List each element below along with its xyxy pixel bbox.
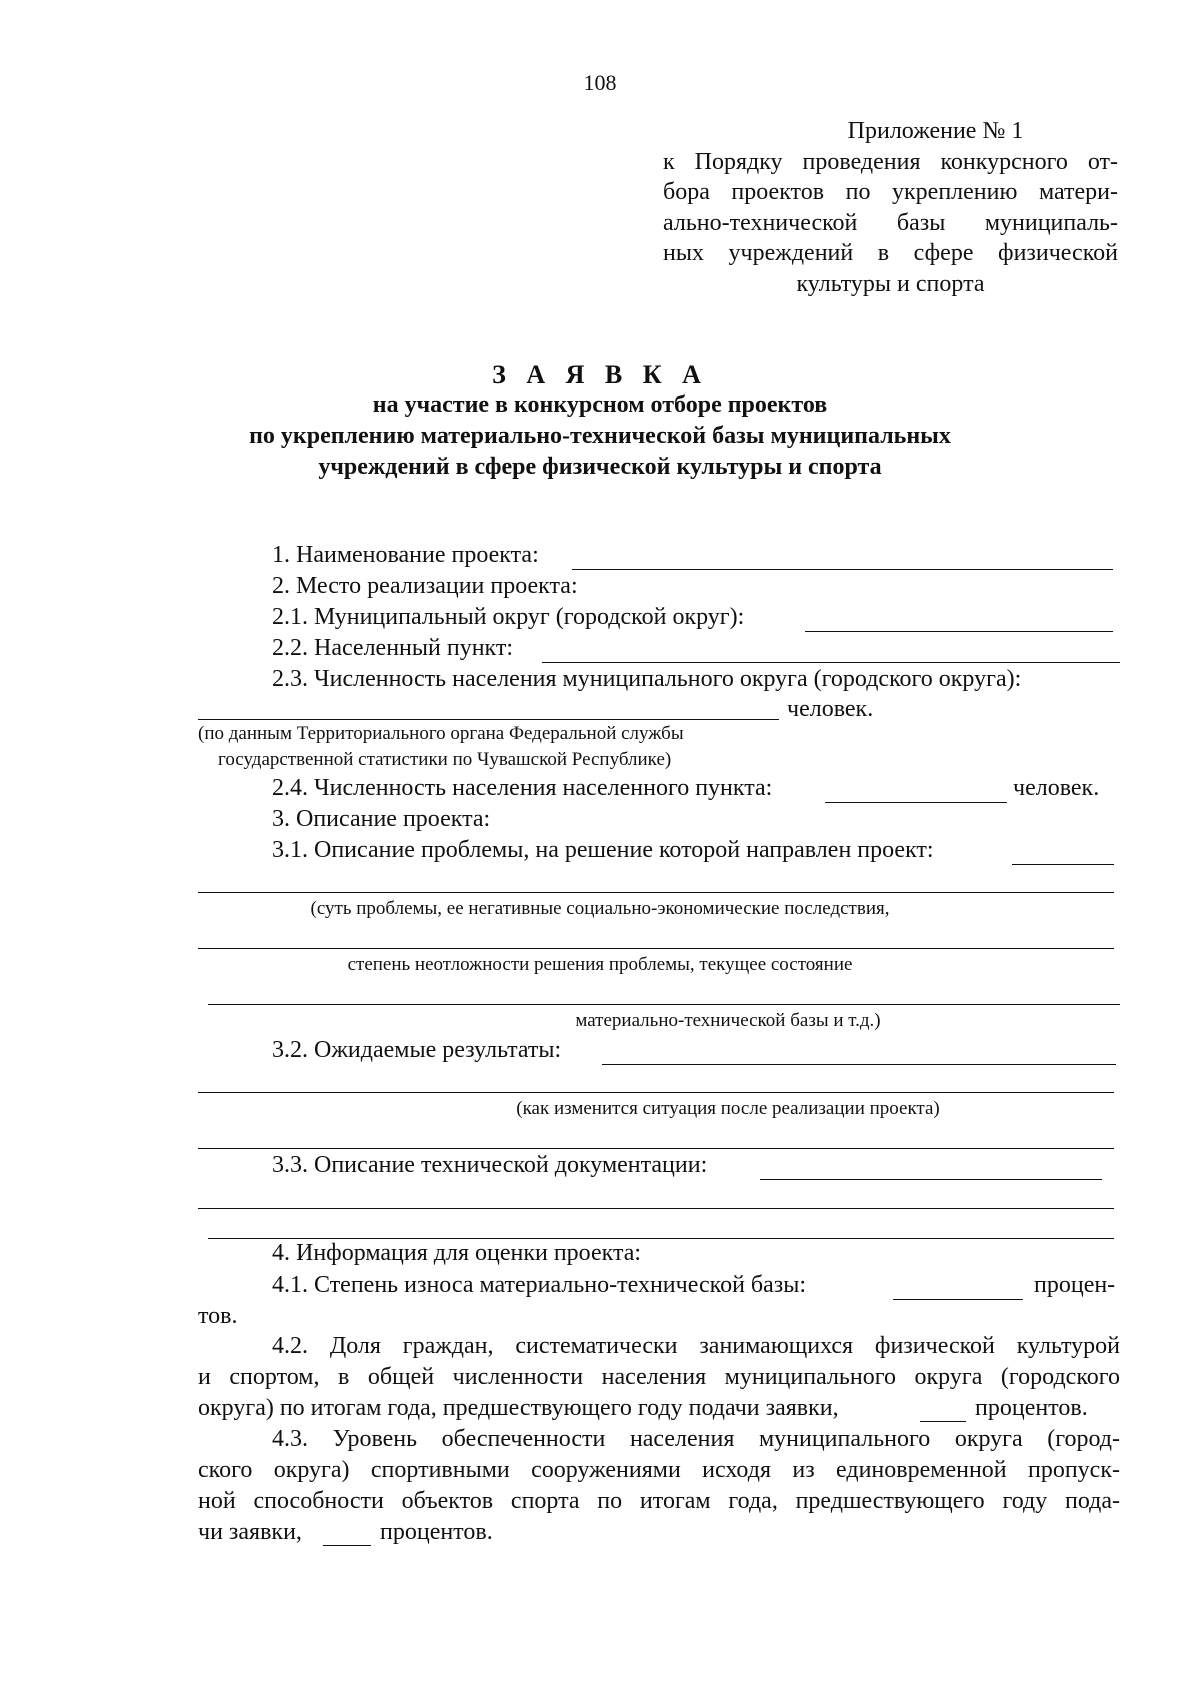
item-4-3-unit: процентов. — [380, 1519, 493, 1545]
problem-field-line[interactable] — [198, 948, 1114, 949]
note-statistics-1: (по данным Территориального органа Федеральной службы — [198, 723, 684, 744]
results-field-start[interactable] — [602, 1064, 1116, 1065]
note-problem-2: степень неотложности решения проблемы, текущее состояние — [347, 954, 853, 975]
item-4-2-line: 4.2. Доля граждан, систематически занимающихся физической культурой — [272, 1333, 1120, 1359]
settlement-population-field[interactable] — [825, 802, 1007, 803]
problem-field-start[interactable] — [1012, 864, 1114, 865]
district-population-field[interactable] — [198, 719, 779, 720]
note-statistics-2: государственной статистики по Чувашской Республике) — [218, 749, 672, 770]
wear-percent-field[interactable] — [893, 1299, 1023, 1300]
document-subtitle-line: по укреплению материально-технической базы муниципальных — [249, 423, 951, 449]
appendix-line: ных учреждений в сфере физической — [663, 240, 1118, 266]
document-title — [0, 359, 1200, 483]
item-4-2-unit: процентов. — [975, 1395, 1088, 1421]
note-results: (как изменится ситуация после реализации проекта) — [516, 1098, 940, 1119]
document-title-main: З А Я В К А — [492, 360, 708, 389]
tech-docs-field-line[interactable] — [198, 1208, 1114, 1209]
item-4-1-unit-end: тов. — [198, 1303, 238, 1329]
item-2-2-label: 2.2. Населенный пункт: — [272, 635, 514, 661]
settlement-field[interactable] — [542, 662, 1120, 663]
sport-share-percent-field[interactable] — [920, 1421, 966, 1422]
facilities-percent-field[interactable] — [323, 1545, 371, 1546]
appendix-line: бора проектов по укреплению матери- — [663, 179, 1118, 205]
item-4-3-line: ной способности объектов спорта по итогам года, предшествующего году пода- — [198, 1488, 1120, 1514]
unit-people-2: человек. — [1013, 775, 1100, 801]
item-4-3-line: ского округа) спортивными сооружениями исходя из единовременной пропуск- — [198, 1457, 1120, 1483]
item-4-label: 4. Информация для оценки проекта: — [272, 1240, 642, 1266]
item-4-3-line: чи заявки, — [198, 1519, 302, 1545]
item-4-2-line: и спортом, в общей численности населения муниципального округа (городского — [198, 1364, 1120, 1390]
appendix-line: к Порядку проведения конкурсного от- — [663, 148, 1118, 175]
tech-docs-field-start[interactable] — [760, 1179, 1102, 1180]
appendix-block — [663, 116, 1118, 299]
item-2-3-label: 2.3. Численность населения муниципального округа (городского округа): — [272, 666, 1022, 692]
appendix-line: ально-технической базы муниципаль- — [663, 209, 1118, 236]
results-field-line[interactable] — [198, 1148, 1114, 1149]
unit-people: человек. — [787, 696, 874, 722]
appendix-line: культуры и спорта — [796, 270, 985, 297]
item-4-1-label: 4.1. Степень износа материально-технической базы: — [272, 1272, 807, 1298]
item-2-label: 2. Место реализации проекта: — [272, 573, 578, 599]
item-4-1-unit: процен- — [1034, 1272, 1116, 1298]
document-subtitle-line: на участие в конкурсном отборе проектов — [372, 392, 828, 418]
item-2-1-label: 2.1. Муниципальный округ (городской округ): — [272, 604, 745, 630]
item-2-4-label: 2.4. Численность населения населенного пункта: — [272, 775, 773, 801]
page-number: 108 — [583, 70, 617, 95]
note-problem-1: (суть проблемы, ее негативные социально-экономические последствия, — [310, 898, 890, 919]
item-3-1-label: 3.1. Описание проблемы, на решение которой направлен проект: — [272, 837, 934, 863]
project-name-field[interactable] — [572, 569, 1113, 570]
results-field-line[interactable] — [198, 1092, 1114, 1093]
tech-docs-field-line[interactable] — [208, 1238, 1114, 1239]
item-1-label: 1. Наименование проекта: — [272, 542, 539, 568]
problem-field-line[interactable] — [198, 892, 1114, 893]
document-subtitle-line: учреждений в сфере физической культуры и спорта — [318, 454, 882, 480]
note-problem-3: материально-технической базы и т.д.) — [575, 1010, 881, 1031]
item-4-2-line: округа) по итогам года, предшествующего году подачи заявки, — [198, 1395, 839, 1421]
municipal-district-field[interactable] — [805, 631, 1113, 632]
item-3-label: 3. Описание проекта: — [272, 806, 491, 832]
problem-field-line[interactable] — [208, 1004, 1120, 1005]
item-3-2-label: 3.2. Ожидаемые результаты: — [272, 1037, 562, 1063]
appendix-title: Приложение № 1 — [847, 118, 1024, 144]
item-4-3-line: 4.3. Уровень обеспеченности населения муниципального округа (город- — [272, 1426, 1120, 1452]
item-3-3-label: 3.3. Описание технической документации: — [272, 1152, 708, 1178]
